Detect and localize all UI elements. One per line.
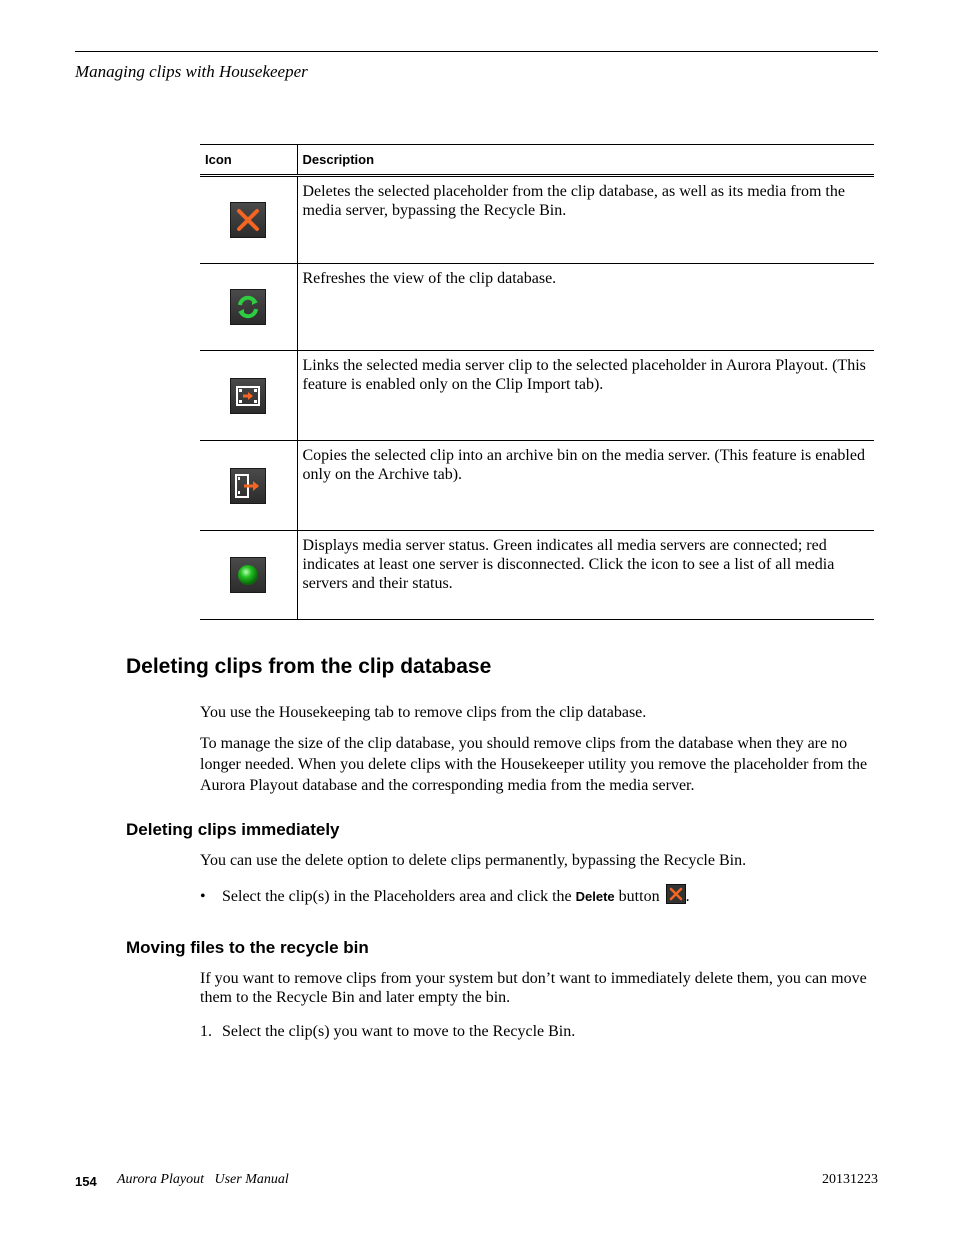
description-cell: Displays media server status. Green indicates all media servers are connected; red indicates at least one server is disconnected. Click the icon to see a list of all media servers and their status.: [297, 531, 874, 620]
description-cell: Refreshes the view of the clip database.: [297, 264, 874, 351]
link-clip-icon: [230, 378, 266, 414]
table-header-row: [200, 145, 874, 176]
icon-cell: [200, 264, 297, 351]
running-header: Managing clips with Housekeeper: [75, 62, 308, 81]
paragraph: You can use the delete option to delete clips permanently, bypassing the Recycle Bin.: [200, 852, 747, 869]
section-heading-deleting-clips: Deleting clips from the clip database: [126, 655, 492, 678]
bullet-text-after: button: [614, 888, 664, 905]
paragraph: If you want to remove clips from your system but don’t want to immediately delete them, you can move them to the Recycle Bin and later empty the bin.: [200, 970, 867, 1006]
table-row: [200, 264, 874, 351]
table-row: [200, 351, 874, 441]
step-item: [200, 1021, 880, 1042]
description-cell: Deletes the selected placeholder from the clip database, as well as its media from the media server, bypassing the Recycle Bin.: [297, 176, 874, 264]
header-rule: [75, 51, 878, 52]
icon-table: [200, 144, 874, 620]
paragraph: To manage the size of the clip database, you should remove clips from the database when they are no longer needed. When you delete clips with the Housekeeper utility you remove the placeholder from the Aurora Playout database and the corresponding media from the media server.: [200, 735, 868, 794]
subsection-heading-deleting-immediately: Deleting clips immediately: [126, 820, 340, 839]
column-header-icon: Icon: [200, 145, 297, 176]
bullet-item: [200, 884, 880, 907]
server-status-icon: [230, 557, 266, 593]
step-text: Select the clip(s) you want to move to the Recycle Bin.: [222, 1023, 576, 1040]
delete-icon: [666, 884, 686, 904]
footer-doc-title: Aurora Playout User Manual: [117, 1172, 289, 1187]
column-header-description: Description: [297, 145, 874, 176]
archive-clip-icon: [230, 468, 266, 504]
icon-cell: [200, 531, 297, 620]
refresh-icon: [230, 289, 266, 325]
table-row: [200, 531, 874, 620]
footer-date: 20131223: [822, 1172, 878, 1187]
description-cell: Links the selected media server clip to the selected placeholder in Aurora Playout. (This feature is enabled only on the Clip Import tab).: [297, 351, 874, 441]
page-number: 154: [75, 1174, 97, 1189]
description-cell: Copies the selected clip into an archive bin on the media server. (This feature is enabled only on the Archive tab).: [297, 441, 874, 531]
bullet-marker: •: [200, 888, 206, 905]
table-row: [200, 441, 874, 531]
bullet-end: .: [685, 888, 690, 905]
paragraph: You use the Housekeeping tab to remove clips from the clip database.: [200, 704, 647, 721]
subsection-heading-recycle-bin: Moving files to the recycle bin: [126, 938, 369, 957]
delete-icon: [230, 202, 266, 238]
icon-cell: [200, 176, 297, 264]
delete-button-reference: Delete: [575, 889, 615, 904]
bullet-text: Select the clip(s) in the Placeholders area and click the: [222, 888, 576, 905]
table-row: [200, 176, 874, 264]
icon-cell: [200, 441, 297, 531]
step-number: 1.: [200, 1023, 212, 1040]
icon-cell: [200, 351, 297, 441]
